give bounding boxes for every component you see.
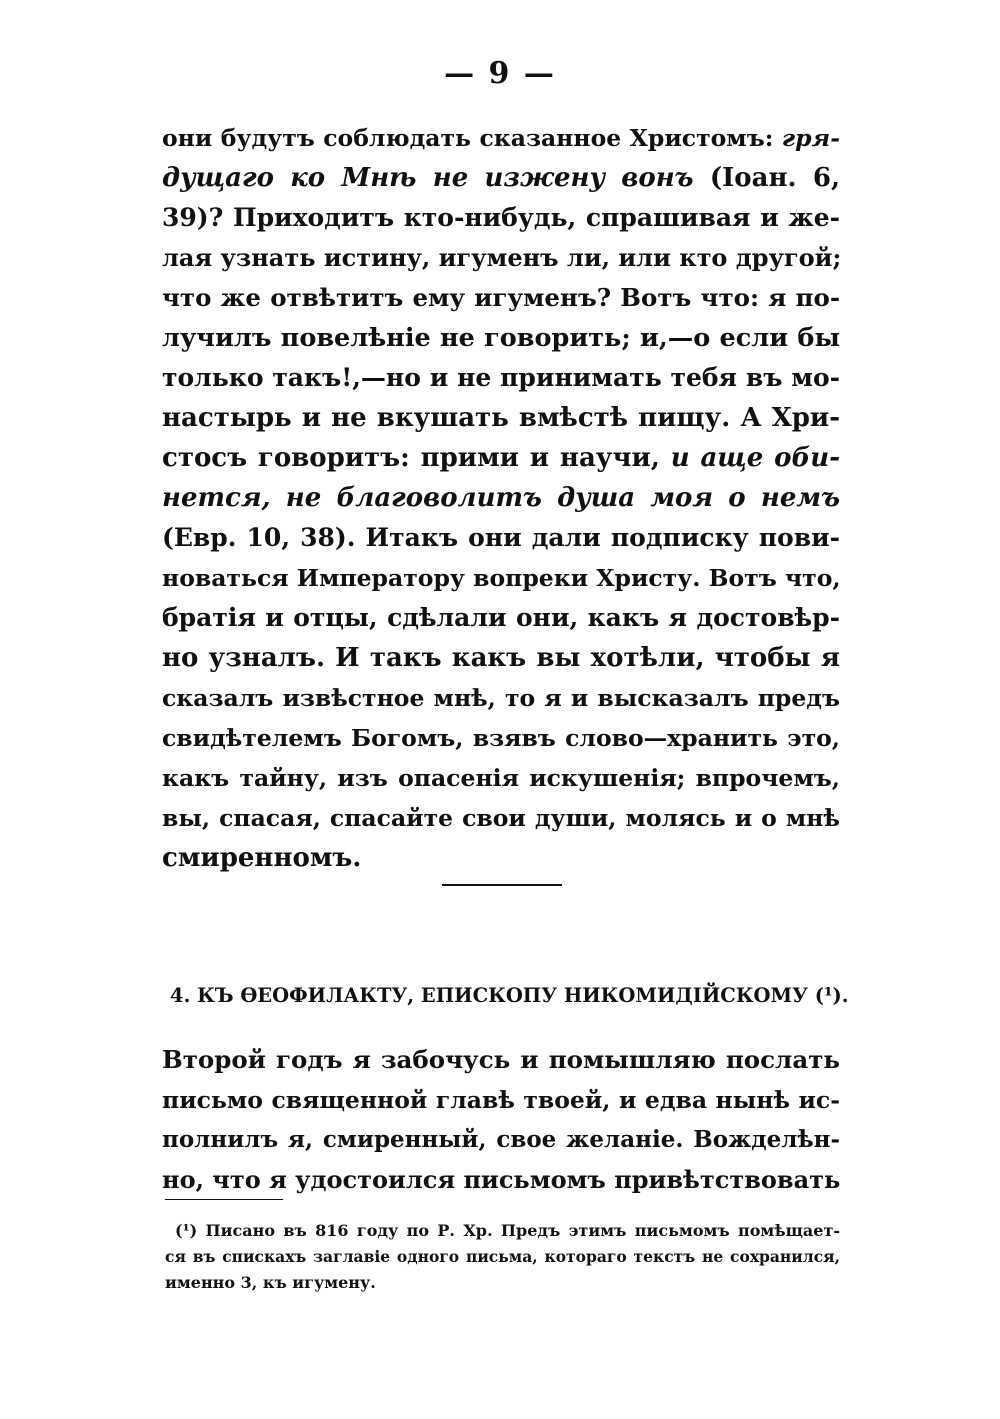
text-line <box>162 158 840 198</box>
italic-quote: нется, не благоволитъ душа моя о немъ <box>162 483 840 513</box>
footnote-line: (¹) Писано въ 816 году по Р. Хр. Предъ этимъ письмомъ помѣщает- <box>175 1221 840 1240</box>
footnote-line: именно 3, къ игумену. <box>165 1273 376 1292</box>
text-line: братія и отцы, сдѣлали они, какъ я достовѣр- <box>162 603 840 632</box>
text-line: 39)? Приходитъ кто-нибудь, спрашивая и же- <box>162 203 840 232</box>
text-run: они будутъ соблюдать сказанное Христомъ: <box>162 124 782 152</box>
text-line: лая узнать истину, игуменъ ли, или кто другой; <box>162 243 842 272</box>
text-line: только такъ!,—но и не принимать тебя въ мо- <box>162 363 840 392</box>
text-line: лучилъ повелѣніе не говорить; и,—о если бы <box>162 323 840 353</box>
text-line: письмо священной главѣ твоей, и едва нынѣ ис- <box>162 1086 840 1114</box>
text-line: настырь и не вкушать вмѣстѣ пищу. А Хри- <box>162 403 840 433</box>
section-heading: 4. КЪ ѲЕОФИЛАКТУ, ЕПИСКОПУ НИКОМИДІЙСКОМУ (¹). <box>170 984 849 1007</box>
text-line: какъ тайну, изъ опасенія искушенія; впрочемъ, <box>162 764 840 792</box>
text-line: новаться Императору вопреки Христу. Вотъ что, <box>162 564 841 592</box>
text-line <box>162 438 840 478</box>
footnote-rule <box>165 1199 283 1200</box>
page-number: — 9 — <box>444 56 556 91</box>
text-line: вы, спасая, спасайте свои души, молясь и о мнѣ <box>162 804 840 832</box>
text-run: (Іоан. 6, <box>693 163 840 193</box>
text-line <box>162 478 840 518</box>
text-line <box>162 118 840 158</box>
text-line: свидѣтелемъ Богомъ, взявъ слово—хранить это, <box>162 724 840 752</box>
text-line: полнилъ я, смиренный, свое желаніе. Вожделѣн- <box>162 1126 840 1153</box>
text-run: стосъ говоритъ: прими и научи, <box>162 443 671 473</box>
italic-quote: и аще оби- <box>670 443 840 473</box>
text-line: но узналъ. И такъ какъ вы хотѣли, чтобы я <box>162 643 840 673</box>
footnote-line: ся въ спискахъ заглавіе одного письма, котораго текстъ не сохранился, <box>165 1247 840 1266</box>
text-line: смиренномъ. <box>162 843 362 873</box>
italic-quote: дущаго ко Мнѣ не изжену вонъ <box>162 163 694 193</box>
text-line: но, что я удостоился письмомъ привѣтствовать <box>162 1165 841 1194</box>
text-line: (Евр. 10, 38). Итакъ они дали подписку пови- <box>162 523 840 552</box>
text-line: сказалъ извѣстное мнѣ, то я и высказалъ предъ <box>162 684 840 712</box>
text-line: что же отвѣтитъ ему игуменъ? Вотъ что: я по- <box>162 283 840 312</box>
italic-quote: гря- <box>781 124 840 152</box>
text-line: Второй годъ я забочусь и помышляю послать <box>162 1045 840 1074</box>
section-divider <box>442 884 562 886</box>
